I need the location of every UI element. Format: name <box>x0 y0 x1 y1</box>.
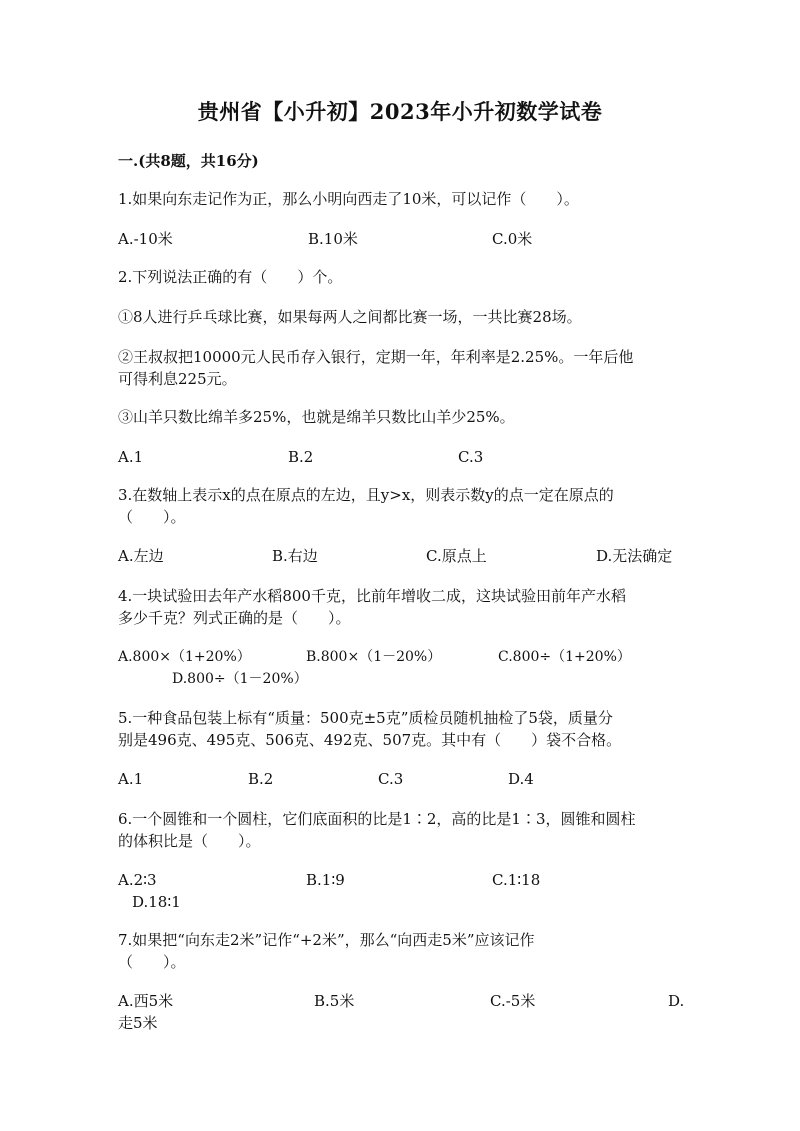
question-2-statement-2-cont: 可得利息225元。 <box>118 370 237 388</box>
question-2-stem: 2.下列说法正确的有（ ）个。 <box>118 268 343 286</box>
question-4-option-c: C.800÷（1+20%） <box>498 649 631 665</box>
question-1-option-a: A.-10米 <box>118 230 173 248</box>
question-3-stem-cont: （ ）。 <box>118 508 186 526</box>
question-6-option-d: D.18∶1 <box>132 893 181 911</box>
question-7-stem: 7.如果把“向东走2米”记作“+2米”，那么“向西走5米”应该记作 <box>118 931 535 949</box>
question-7-option-d: D. <box>668 992 685 1010</box>
question-7-option-c: C.-5米 <box>490 992 536 1010</box>
question-2-statement-2: ②王叔叔把10000元人民币存入银行，定期一年，年利率是2.25%。一年后他 <box>118 348 634 366</box>
question-1-stem: 1.如果向东走记作为正，那么小明向西走了10米，可以记作（ ）。 <box>118 190 579 208</box>
question-4-option-d: D.800÷（1－20%） <box>172 671 308 687</box>
question-6-stem-cont: 的体积比是（ ）。 <box>118 832 261 850</box>
question-2-statement-3: ③山羊只数比绵羊多25%，也就是绵羊只数比山羊少25%。 <box>118 408 515 426</box>
question-3-option-c: C.原点上 <box>426 547 487 565</box>
question-2-option-c: C.3 <box>458 448 484 466</box>
question-5-stem: 5.一种食品包装上标有“质量：500克±5克”质检员随机抽检了5袋，质量分 <box>118 709 613 727</box>
question-5-option-c: C.3 <box>378 770 404 788</box>
question-2-option-b: B.2 <box>288 448 314 466</box>
question-7-option-d-cont: 走5米 <box>118 1014 158 1032</box>
question-5-stem-cont: 别是496克、495克、506克、492克、507克。其中有（ ）袋不合格。 <box>118 731 622 749</box>
question-7-stem-cont: （ ）。 <box>118 953 186 971</box>
question-5-option-d: D.4 <box>508 770 534 788</box>
question-4-stem: 4.一块试验田去年产水稻800千克，比前年增收二成，这块试验田前年产水稻 <box>118 587 626 605</box>
question-7-option-b: B.5米 <box>314 992 355 1010</box>
question-6-option-b: B.1∶9 <box>306 871 345 889</box>
question-3-option-b: B.右边 <box>272 547 318 565</box>
section-heading: 一.(共8题，共16分) <box>118 152 259 170</box>
question-3-stem: 3.在数轴上表示x的点在原点的左边，且y>x，则表示数y的点一定在原点的 <box>118 486 614 504</box>
question-3-option-d: D.无法确定 <box>596 547 673 565</box>
question-5-option-b: B.2 <box>248 770 274 788</box>
question-4-option-b: B.800×（1－20%） <box>306 649 442 665</box>
question-2-option-a: A.1 <box>118 448 144 466</box>
question-6-option-c: C.1∶18 <box>492 871 541 889</box>
question-6-stem: 6.一个圆锥和一个圆柱，它们底面积的比是1∶2，高的比是1∶3，圆锥和圆柱 <box>118 810 636 828</box>
question-1-option-b: B.10米 <box>308 230 358 248</box>
question-7-option-a: A.西5米 <box>118 992 174 1010</box>
question-6-option-a: A.2∶3 <box>118 871 157 889</box>
question-2-statement-1: ①8人进行乒乓球比赛，如果每两人之间都比赛一场，一共比赛28场。 <box>118 308 582 326</box>
page-title: 贵州省【小升初】2023年小升初数学试卷 <box>197 99 603 124</box>
question-1-option-c: C.0米 <box>492 230 533 248</box>
question-3-option-a: A.左边 <box>118 547 164 565</box>
question-5-option-a: A.1 <box>118 770 144 788</box>
question-4-stem-cont: 多少千克？列式正确的是（ ）。 <box>118 609 351 627</box>
question-4-option-a: A.800×（1+20%） <box>118 649 251 665</box>
